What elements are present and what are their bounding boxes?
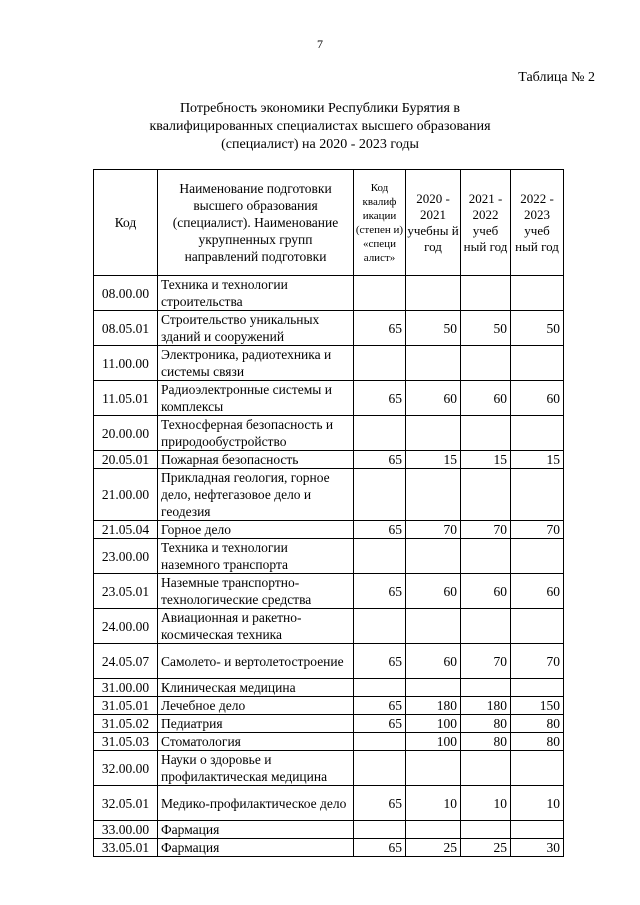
row-code: 31.00.00 [94, 679, 158, 697]
heading-line-3: (специалист) на 2020 - 2023 годы [221, 137, 419, 152]
row-name: Фармация [158, 839, 354, 857]
row-name: Радиоэлектронные системы и комплексы [158, 381, 354, 416]
table-row [94, 786, 564, 821]
row-qualification-code [354, 539, 406, 574]
row-value-2020: 100 [406, 715, 461, 733]
row-qualification-code: 65 [354, 715, 406, 733]
row-value-2022 [511, 346, 564, 381]
row-value-2021 [461, 539, 511, 574]
row-code: 08.05.01 [94, 311, 158, 346]
table-row [94, 381, 564, 416]
row-qualification-code: 65 [354, 644, 406, 679]
row-qualification-code: 65 [354, 574, 406, 609]
table-label: Таблица № 2 [518, 70, 595, 85]
table-row [94, 821, 564, 839]
row-value-2021: 70 [461, 521, 511, 539]
row-value-2022: 60 [511, 381, 564, 416]
row-value-2020: 50 [406, 311, 461, 346]
row-value-2021 [461, 679, 511, 697]
row-value-2020: 70 [406, 521, 461, 539]
row-value-2020 [406, 276, 461, 311]
row-value-2020: 15 [406, 451, 461, 469]
row-value-2020: 60 [406, 381, 461, 416]
table-row [94, 276, 564, 311]
table-row [94, 451, 564, 469]
row-value-2021 [461, 751, 511, 786]
row-value-2020 [406, 751, 461, 786]
row-qualification-code [354, 416, 406, 451]
row-qualification-code: 65 [354, 451, 406, 469]
row-value-2021: 60 [461, 574, 511, 609]
row-value-2021: 60 [461, 381, 511, 416]
table-row [94, 574, 564, 609]
table-row [94, 644, 564, 679]
row-code: 20.00.00 [94, 416, 158, 451]
row-value-2022 [511, 416, 564, 451]
row-value-2022 [511, 609, 564, 644]
row-value-2021 [461, 276, 511, 311]
row-qualification-code [354, 751, 406, 786]
row-code: 31.05.01 [94, 697, 158, 715]
row-code: 21.05.04 [94, 521, 158, 539]
row-value-2022 [511, 469, 564, 521]
row-code: 33.05.01 [94, 839, 158, 857]
row-qualification-code [354, 733, 406, 751]
row-value-2022: 60 [511, 574, 564, 609]
row-value-2020: 60 [406, 644, 461, 679]
row-qualification-code: 65 [354, 786, 406, 821]
table-row [94, 521, 564, 539]
row-value-2022: 150 [511, 697, 564, 715]
row-value-2020 [406, 346, 461, 381]
row-value-2022 [511, 276, 564, 311]
row-qualification-code [354, 679, 406, 697]
table-row [94, 733, 564, 751]
row-value-2022 [511, 821, 564, 839]
table-row [94, 679, 564, 697]
row-value-2020 [406, 416, 461, 451]
row-code: 11.05.01 [94, 381, 158, 416]
row-value-2021: 50 [461, 311, 511, 346]
row-code: 23.00.00 [94, 539, 158, 574]
row-value-2020 [406, 679, 461, 697]
row-value-2021 [461, 821, 511, 839]
row-code: 31.05.02 [94, 715, 158, 733]
row-value-2020 [406, 469, 461, 521]
row-code: 32.05.01 [94, 786, 158, 821]
row-name: Медико-профилактическое дело [158, 786, 354, 821]
row-code: 24.05.07 [94, 644, 158, 679]
row-value-2021: 70 [461, 644, 511, 679]
header-name: Наименование подготовки высшего образования (специалист). Наименование укрупненных групп направлений подготовки [158, 170, 354, 276]
row-value-2022: 70 [511, 521, 564, 539]
row-value-2021 [461, 609, 511, 644]
row-value-2022: 10 [511, 786, 564, 821]
row-code: 24.00.00 [94, 609, 158, 644]
table-row [94, 469, 564, 521]
row-qualification-code: 65 [354, 697, 406, 715]
row-name: Науки о здоровье и профилактическая медицина [158, 751, 354, 786]
row-name: Клиническая медицина [158, 679, 354, 697]
row-value-2022 [511, 751, 564, 786]
row-name: Строительство уникальных зданий и сооружений [158, 311, 354, 346]
row-qualification-code [354, 276, 406, 311]
row-name: Лечебное дело [158, 697, 354, 715]
demand-table [93, 169, 564, 857]
row-qualification-code [354, 821, 406, 839]
row-value-2020 [406, 539, 461, 574]
row-qualification-code [354, 469, 406, 521]
row-name: Техносферная безопасность и природообустройство [158, 416, 354, 451]
row-value-2021: 180 [461, 697, 511, 715]
table-row [94, 346, 564, 381]
row-name: Техника и технологии строительства [158, 276, 354, 311]
table-row [94, 416, 564, 451]
row-qualification-code: 65 [354, 381, 406, 416]
row-name: Самолето- и вертолетостроение [158, 644, 354, 679]
row-name: Прикладная геология, горное дело, нефтегазовое дело и геодезия [158, 469, 354, 521]
header-qualification-code: Код квалиф икации (степен и) «специ алист» [354, 170, 406, 276]
row-qualification-code [354, 346, 406, 381]
row-code: 21.00.00 [94, 469, 158, 521]
row-name: Фармация [158, 821, 354, 839]
row-value-2022 [511, 539, 564, 574]
table-row [94, 697, 564, 715]
header-year-2022: 2022 - 2023 учеб ный год [511, 170, 564, 276]
row-code: 23.05.01 [94, 574, 158, 609]
table-body [94, 276, 564, 857]
row-name: Техника и технологии наземного транспорта [158, 539, 354, 574]
header-year-2021: 2021 - 2022 учеб ный год [461, 170, 511, 276]
row-value-2021: 10 [461, 786, 511, 821]
table-row [94, 609, 564, 644]
row-value-2021 [461, 416, 511, 451]
row-value-2020: 60 [406, 574, 461, 609]
row-value-2022: 30 [511, 839, 564, 857]
table-row [94, 751, 564, 786]
row-name: Педиатрия [158, 715, 354, 733]
table-row [94, 839, 564, 857]
heading-line-1: Потребность экономики Республики Бурятия в [179, 101, 461, 116]
row-code: 08.00.00 [94, 276, 158, 311]
row-value-2022: 80 [511, 733, 564, 751]
page-number: 7 [317, 37, 323, 51]
row-name: Электроника, радиотехника и системы связи [158, 346, 354, 381]
row-qualification-code: 65 [354, 521, 406, 539]
row-value-2022: 70 [511, 644, 564, 679]
row-value-2020 [406, 609, 461, 644]
row-name: Авиационная и ракетно-космическая техника [158, 609, 354, 644]
row-value-2022: 50 [511, 311, 564, 346]
row-code: 31.05.03 [94, 733, 158, 751]
row-value-2021: 80 [461, 733, 511, 751]
row-code: 32.00.00 [94, 751, 158, 786]
table-row [94, 311, 564, 346]
table-row [94, 715, 564, 733]
row-code: 20.05.01 [94, 451, 158, 469]
row-name: Стоматология [158, 733, 354, 751]
row-name: Горное дело [158, 521, 354, 539]
row-value-2022: 15 [511, 451, 564, 469]
table-heading [90, 100, 550, 154]
row-qualification-code: 65 [354, 839, 406, 857]
row-value-2021 [461, 469, 511, 521]
row-value-2021: 80 [461, 715, 511, 733]
row-code: 33.00.00 [94, 821, 158, 839]
row-qualification-code [354, 609, 406, 644]
row-name: Наземные транспортно-технологические средства [158, 574, 354, 609]
row-value-2021: 25 [461, 839, 511, 857]
row-code: 11.00.00 [94, 346, 158, 381]
heading-line-2: квалифицированных специалистах высшего образования [149, 119, 491, 134]
row-value-2021 [461, 346, 511, 381]
row-value-2020 [406, 821, 461, 839]
row-value-2020: 25 [406, 839, 461, 857]
table-row [94, 539, 564, 574]
row-qualification-code: 65 [354, 311, 406, 346]
header-row [94, 170, 564, 276]
row-value-2022: 80 [511, 715, 564, 733]
row-value-2020: 10 [406, 786, 461, 821]
header-year-2020: 2020 - 2021 учебны й год [406, 170, 461, 276]
row-value-2020: 100 [406, 733, 461, 751]
header-code: Код [94, 170, 158, 276]
row-name: Пожарная безопасность [158, 451, 354, 469]
row-value-2021: 15 [461, 451, 511, 469]
row-value-2022 [511, 679, 564, 697]
row-value-2020: 180 [406, 697, 461, 715]
